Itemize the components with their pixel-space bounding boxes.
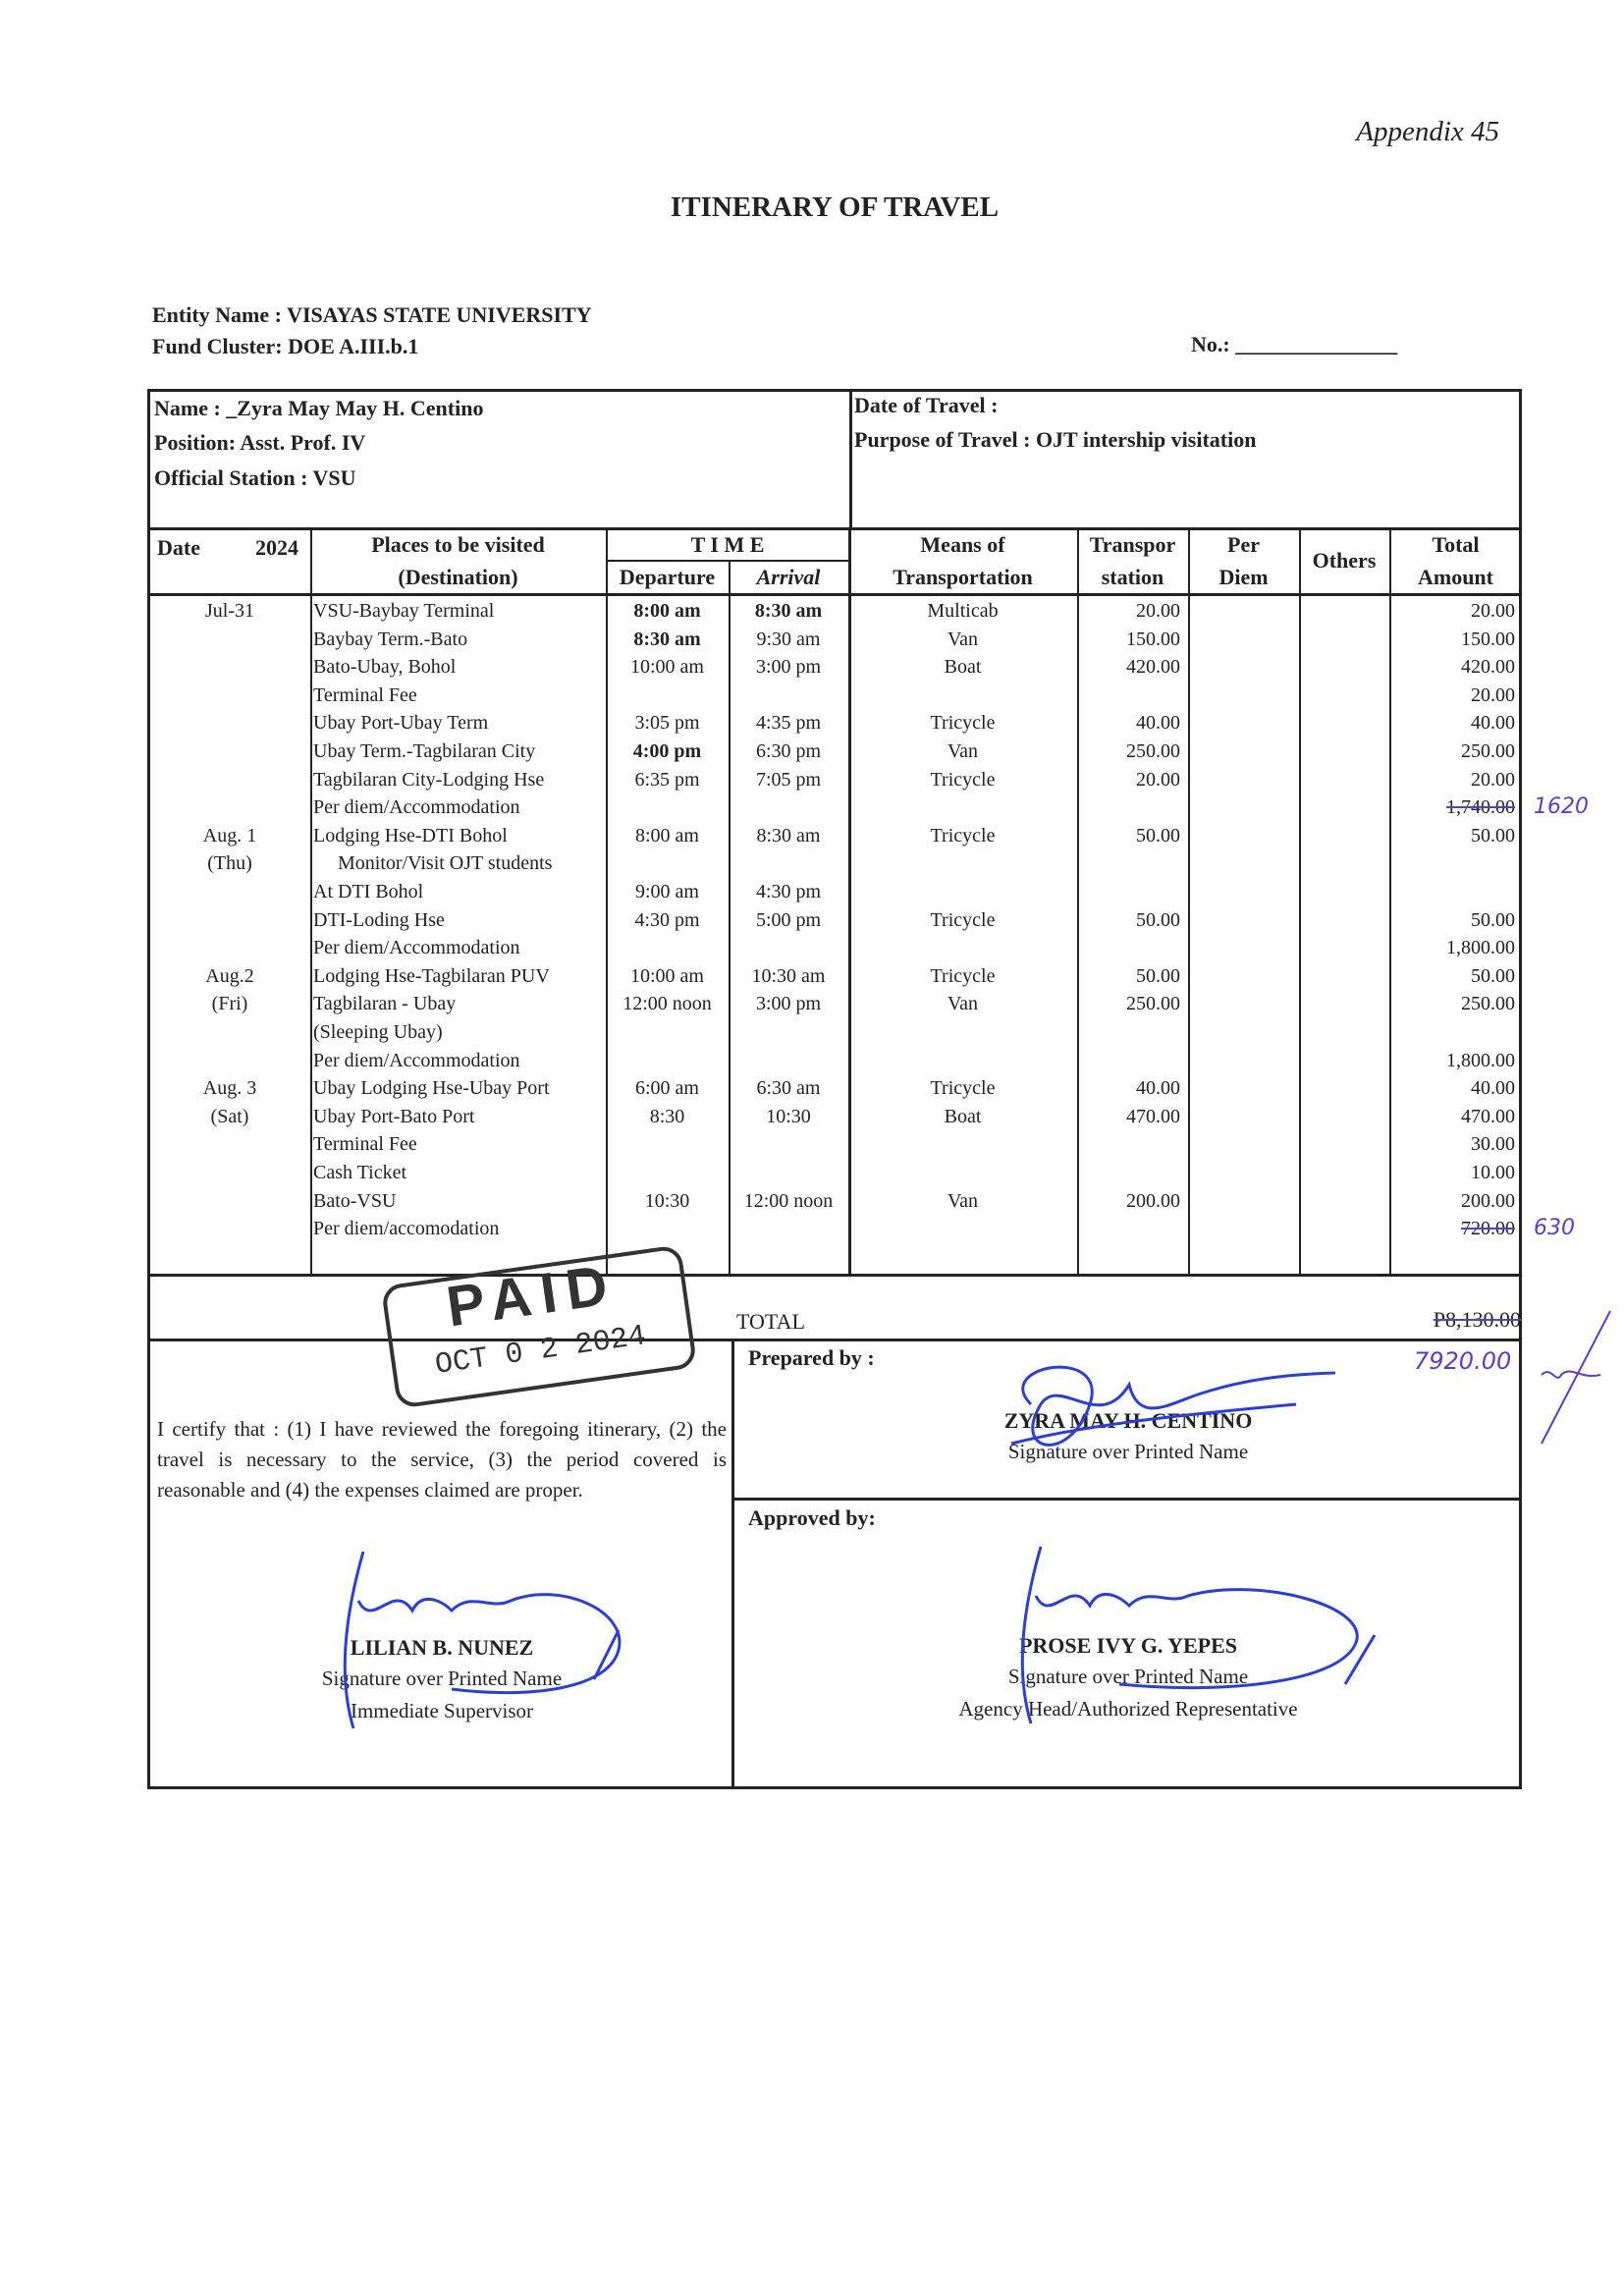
header-total: Total bbox=[1432, 532, 1480, 557]
row-dep: 10:00 am bbox=[630, 964, 704, 987]
supervisor-name: LILIAN B. NUNEZ bbox=[350, 1635, 534, 1660]
row-dep: 8:30 bbox=[649, 1105, 685, 1127]
row-place: (Sleeping Ubay) bbox=[313, 1021, 443, 1043]
row-date: Jul-31 bbox=[205, 600, 254, 622]
approver-name: PROSE IVY G. YEPES bbox=[1018, 1633, 1238, 1658]
row-total: 720.00 bbox=[1461, 1218, 1515, 1240]
header-transpo2: station bbox=[1101, 565, 1164, 589]
paid-stamp-word: PAID bbox=[442, 1251, 622, 1339]
row-total: 470.00 bbox=[1461, 1105, 1515, 1127]
row-transpo: 150.00 bbox=[1126, 628, 1180, 650]
row-arr: 12:00 noon bbox=[743, 1189, 834, 1212]
row-dep: 12:00 noon bbox=[623, 993, 712, 1015]
total-value: P8,130.00 bbox=[1433, 1307, 1521, 1332]
row-arr: 9:30 am bbox=[756, 628, 821, 650]
row-transpo: 40.00 bbox=[1136, 712, 1180, 735]
row-total: 40.00 bbox=[1471, 712, 1515, 735]
row-place: At DTI Bohol bbox=[313, 881, 424, 902]
row-dep: 6:35 pm bbox=[634, 768, 700, 791]
row-dep: 10:30 bbox=[644, 1189, 690, 1212]
row-place: Baybay Term.-Bato bbox=[313, 628, 468, 650]
divider bbox=[849, 389, 852, 528]
certification-text: I certify that : (1) I have reviewed the foregoing itinerary, (2) the travel is necessary to the service, (3) the period covered is reasonable and (4) the expenses claimed are proper. bbox=[157, 1417, 727, 1502]
row-place: Ubay Term.-Tagbilaran City bbox=[313, 740, 536, 762]
row-total: 40.00 bbox=[1471, 1077, 1515, 1100]
traveler-name: Name : _Zyra May May H. Centino bbox=[154, 396, 484, 420]
row-place: DTI-Loding Hse bbox=[313, 908, 445, 931]
row-arr: 10:30 am bbox=[751, 964, 826, 987]
header-diem: Diem bbox=[1218, 565, 1269, 589]
row-arr: 4:35 pm bbox=[755, 712, 822, 735]
row-arr: 3:00 pm bbox=[755, 993, 822, 1015]
page-title: ITINERARY OF TRAVEL bbox=[670, 191, 1000, 223]
row-total: 200.00 bbox=[1461, 1189, 1515, 1212]
row-place: Ubay Port-Bato Port bbox=[313, 1105, 475, 1127]
divider bbox=[606, 560, 849, 562]
row-place: Terminal Fee bbox=[313, 683, 417, 706]
row-arr: 3:00 pm bbox=[755, 656, 822, 679]
row-dep: 8:00 am bbox=[633, 600, 701, 622]
divider bbox=[731, 1339, 734, 1789]
row-transpo: 200.00 bbox=[1126, 1189, 1180, 1212]
header-departure: Departure bbox=[619, 565, 716, 589]
column-divider bbox=[1299, 528, 1301, 1274]
row-total: 1,740.00 bbox=[1446, 796, 1515, 819]
row-place: Per diem/Accommodation bbox=[313, 796, 520, 819]
row-means: Tricycle bbox=[930, 712, 996, 735]
row-dep: 3:05 pm bbox=[634, 712, 700, 735]
row-date: (Thu) bbox=[207, 852, 252, 875]
row-means: Boat bbox=[944, 656, 982, 679]
row-dep: 6:00 am bbox=[635, 1077, 699, 1100]
paid-stamp-date: OCT 0 2 2024 bbox=[433, 1320, 648, 1383]
row-transpo: 250.00 bbox=[1126, 993, 1180, 1015]
row-total: 1,800.00 bbox=[1446, 1049, 1515, 1071]
row-total: 150.00 bbox=[1461, 628, 1515, 650]
header-destination: (Destination) bbox=[398, 565, 518, 589]
row-dep: 9:00 am bbox=[635, 881, 699, 902]
row-dep: 4:00 pm bbox=[632, 740, 702, 762]
row-date: Aug. 3 bbox=[202, 1077, 257, 1100]
header-amount: Amount bbox=[1417, 565, 1493, 589]
prepared-by-label: Prepared by : bbox=[748, 1345, 875, 1370]
row-total: 420.00 bbox=[1461, 656, 1515, 679]
date-of-travel: Date of Travel : bbox=[854, 393, 999, 417]
row-total: 20.00 bbox=[1471, 683, 1515, 706]
preparer-sig-caption: Signature over Printed Name bbox=[1007, 1440, 1249, 1463]
row-place: Ubay Port-Ubay Term bbox=[313, 712, 489, 735]
document-number: No.: _______________ bbox=[1191, 332, 1398, 356]
row-transpo: 20.00 bbox=[1136, 768, 1180, 791]
fund-cluster: Fund Cluster: DOE A.III.b.1 bbox=[152, 334, 419, 358]
row-means: Tricycle bbox=[930, 1077, 996, 1100]
approver-signature bbox=[962, 1537, 1394, 1733]
row-total: 250.00 bbox=[1461, 740, 1515, 762]
row-means: Van bbox=[947, 740, 979, 762]
row-arr: 6:30 am bbox=[756, 1077, 821, 1100]
header-transportation: Transportation bbox=[893, 565, 1033, 589]
preparer-signature bbox=[972, 1345, 1345, 1483]
row-arr: 8:30 am bbox=[754, 600, 823, 622]
row-dep: 4:30 pm bbox=[634, 908, 700, 931]
row-place: Per diem/Accommodation bbox=[313, 937, 520, 959]
row-place: Monitor/Visit OJT students bbox=[313, 852, 553, 875]
row-place: Per diem/Accommodation bbox=[313, 1049, 520, 1071]
row-total: 20.00 bbox=[1471, 600, 1515, 622]
appendix-label: Appendix 45 bbox=[1356, 116, 1499, 147]
row-transpo: 20.00 bbox=[1136, 600, 1180, 622]
row-place: Bato-VSU bbox=[313, 1189, 397, 1212]
header-transpo: Transpor bbox=[1089, 532, 1176, 557]
row-total: 250.00 bbox=[1461, 993, 1515, 1015]
divider bbox=[731, 1498, 1522, 1501]
row-transpo: 40.00 bbox=[1136, 1077, 1180, 1100]
supervisor-title: Immediate Supervisor bbox=[350, 1699, 534, 1722]
row-total: 50.00 bbox=[1471, 908, 1515, 931]
header-others: Others bbox=[1312, 548, 1377, 573]
row-place: Tagbilaran - Ubay bbox=[313, 993, 457, 1015]
column-divider bbox=[310, 528, 312, 1274]
header-date: Date bbox=[157, 535, 200, 560]
total-label: TOTAL bbox=[736, 1309, 805, 1334]
row-place: Bato-Ubay, Bohol bbox=[313, 656, 457, 679]
entity-name: Entity Name : VISAYAS STATE UNIVERSITY bbox=[152, 302, 592, 327]
row-place: Terminal Fee bbox=[313, 1133, 417, 1156]
row-transpo: 50.00 bbox=[1136, 964, 1180, 987]
approver-title: Agency Head/Authorized Representative bbox=[958, 1697, 1298, 1721]
official-station: Official Station : VSU bbox=[154, 465, 356, 490]
row-place: VSU-Baybay Terminal bbox=[313, 600, 495, 622]
divider bbox=[147, 1274, 1522, 1277]
row-means: Multicab bbox=[927, 600, 999, 622]
header-means: Means of bbox=[920, 532, 1005, 557]
header-arrival: Arrival bbox=[756, 565, 821, 589]
row-means: Van bbox=[947, 628, 979, 650]
row-arr: 4:30 pm bbox=[755, 881, 822, 902]
row-total: 20.00 bbox=[1471, 768, 1515, 791]
row-place: Lodging Hse-Tagbilaran PUV bbox=[313, 964, 550, 987]
row-total: 1,800.00 bbox=[1446, 937, 1515, 959]
row-place: Tagbilaran City-Lodging Hse bbox=[313, 768, 545, 791]
header-places: Places to be visited bbox=[371, 532, 545, 557]
approver-sig-caption: Signature over Printed Name bbox=[1007, 1665, 1249, 1688]
approved-by-label: Approved by: bbox=[748, 1505, 876, 1530]
handwritten-correction: 630 bbox=[1534, 1216, 1575, 1241]
row-arr: 7:05 pm bbox=[755, 768, 822, 791]
header-per: Per bbox=[1227, 532, 1260, 557]
row-means: Van bbox=[947, 993, 979, 1015]
handwritten-correction: 1620 bbox=[1534, 794, 1589, 820]
row-transpo: 50.00 bbox=[1136, 824, 1180, 847]
row-place: Cash Ticket bbox=[313, 1162, 407, 1183]
purpose-of-travel: Purpose of Travel : OJT intership visitation bbox=[854, 427, 1257, 452]
total-corrected-handwritten: 7920.00 bbox=[1414, 1347, 1512, 1375]
row-transpo: 470.00 bbox=[1126, 1105, 1180, 1127]
row-place: Lodging Hse-DTI Bohol bbox=[313, 824, 508, 847]
row-dep: 8:00 am bbox=[635, 824, 699, 847]
initial-mark bbox=[1532, 1306, 1624, 1453]
row-place: Ubay Lodging Hse-Ubay Port bbox=[313, 1077, 550, 1100]
row-arr: 10:30 bbox=[766, 1105, 811, 1127]
row-total: 50.00 bbox=[1471, 824, 1515, 847]
row-arr: 8:30 am bbox=[756, 824, 821, 847]
row-total: 30.00 bbox=[1471, 1133, 1515, 1156]
column-divider bbox=[1188, 528, 1190, 1274]
row-arr: 5:00 pm bbox=[755, 908, 822, 931]
row-arr: 6:30 pm bbox=[755, 740, 822, 762]
row-place: Per diem/accomodation bbox=[313, 1218, 500, 1240]
divider bbox=[147, 1339, 1522, 1341]
row-date: Aug. 1 bbox=[202, 824, 257, 847]
row-date: Aug.2 bbox=[205, 964, 254, 987]
row-total: 50.00 bbox=[1471, 964, 1515, 987]
divider bbox=[147, 593, 1522, 596]
row-means: Tricycle bbox=[930, 824, 996, 847]
row-total: 10.00 bbox=[1471, 1162, 1515, 1183]
row-transpo: 250.00 bbox=[1126, 740, 1180, 762]
header-time: T I M E bbox=[690, 532, 765, 557]
row-date: (Sat) bbox=[210, 1105, 249, 1127]
row-date: (Fri) bbox=[211, 993, 248, 1015]
row-means: Tricycle bbox=[930, 964, 996, 987]
row-means: Boat bbox=[944, 1105, 982, 1127]
row-transpo: 420.00 bbox=[1126, 656, 1180, 679]
header-year: 2024 bbox=[255, 535, 298, 560]
row-dep: 10:00 am bbox=[630, 656, 704, 679]
row-means: Tricycle bbox=[930, 768, 996, 791]
preparer-name: ZYRA MAY H. CENTINO bbox=[1003, 1408, 1253, 1433]
row-means: Van bbox=[947, 1189, 979, 1212]
row-dep: 8:30 am bbox=[633, 628, 701, 650]
row-means: Tricycle bbox=[930, 908, 996, 931]
supervisor-sig-caption: Signature over Printed Name bbox=[321, 1667, 563, 1690]
supervisor-signature bbox=[334, 1542, 648, 1738]
row-transpo: 50.00 bbox=[1136, 908, 1180, 931]
traveler-position: Position: Asst. Prof. IV bbox=[154, 430, 366, 455]
